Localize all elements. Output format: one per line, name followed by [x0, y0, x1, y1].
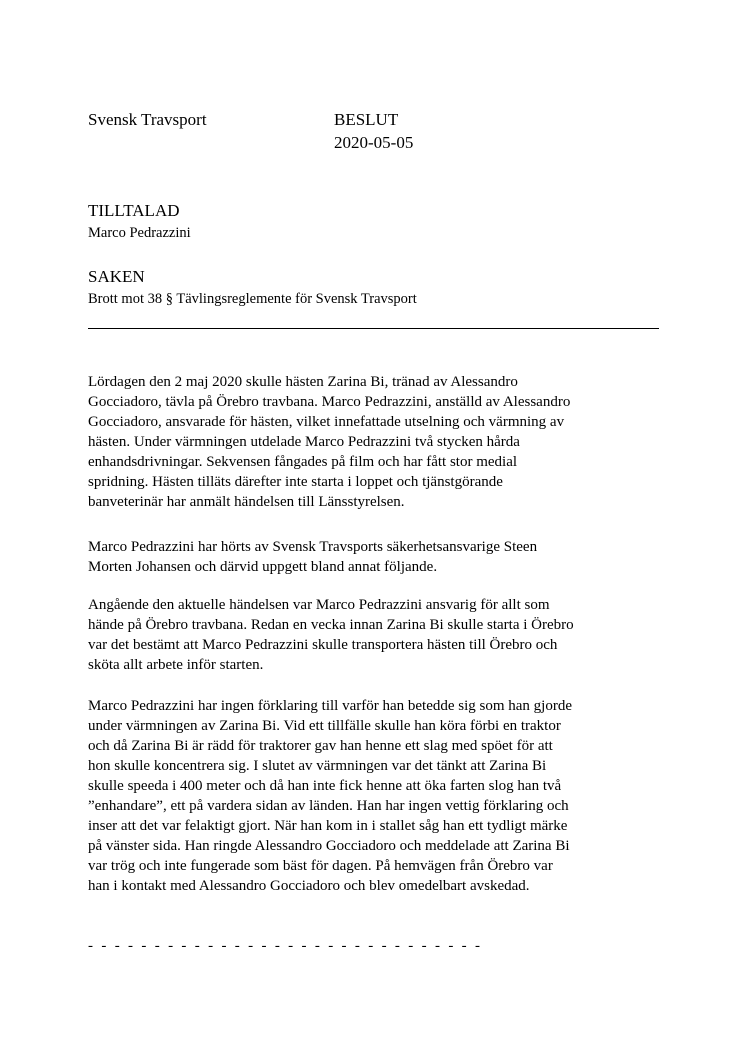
addressed-name: Marco Pedrazzini: [88, 225, 191, 241]
decision-date: 2020-05-05: [334, 133, 414, 152]
body-paragraph: Angående den aktuelle händelsen var Marco Pedrazzini ansvarig för allt som hände på Örebro travbana. Redan en vecka innan Zarina Bi skulle starta i Örebro var det bestämt att Marco Pedrazzini skulle transportera hästen till Örebro och sköta allt arbete inför starten.: [88, 597, 574, 673]
addressed-heading: TILLTALAD: [88, 201, 180, 220]
organization-name: Svensk Travsport: [88, 110, 207, 129]
matter-heading: SAKEN: [88, 267, 145, 286]
horizontal-divider: [88, 328, 659, 329]
body-paragraph: Marco Pedrazzini har ingen förklaring till varför han betedde sig som han gjorde under värmningen av Zarina Bi. Vid ett tillfälle skulle han köra förbi en traktor och då Zarina Bi är rädd för traktorer gav han henne ett slag med spöet för att hon skulle koncentrera sig. I slutet av värmningen var det tänkt att Zarina Bi skulle speeda i 400 meter och då han inte fick henne att öka farten slog han två ”enhandare”, ett på vardera sidan av länden. Han har ingen vettig förklaring och inser att det var felaktigt gjort. När han kom in i stallet såg han ett tydligt märke på vänster sida. Han ringde Alessandro Gocciadoro och meddelade att Zarina Bi var trög och inte fungerade som bäst för dagen. På hemvägen från Örebro var han i kontakt med Alessandro Gocciadoro och blev omedelbart avskedad.: [88, 698, 573, 894]
body-paragraph: Lördagen den 2 maj 2020 skulle hästen Zarina Bi, tränad av Alessandro Gocciadoro, tävla på Örebro travbana. Marco Pedrazzini, anställd av Alessandro Gocciadoro, ansvarade för hästen, vilket innefattade utselning och värmning av hästen. Under värmningen utdelade Marco Pedrazzini två stycken hårda enhandsdrivningar. Sekvensen fångades på film och har fått stor medial spridning. Hästen tilläts därefter inte starta i loppet och tjänstgörande banveterinär har anmält händelsen till Länsstyrelsen.: [88, 374, 571, 510]
document-type: BESLUT: [334, 110, 399, 129]
body-paragraph: Marco Pedrazzini har hörts av Svensk Travsports säkerhetsansvarige Steen Morten Johansen och därvid uppgett bland annat följande.: [88, 539, 538, 575]
matter-text: Brott mot 38 § Tävlingsreglemente för Svensk Travsport: [88, 291, 417, 307]
footer-dash-line: - - - - - - - - - - - - - - - - - - - - - - - - - - - - - -: [88, 938, 483, 954]
